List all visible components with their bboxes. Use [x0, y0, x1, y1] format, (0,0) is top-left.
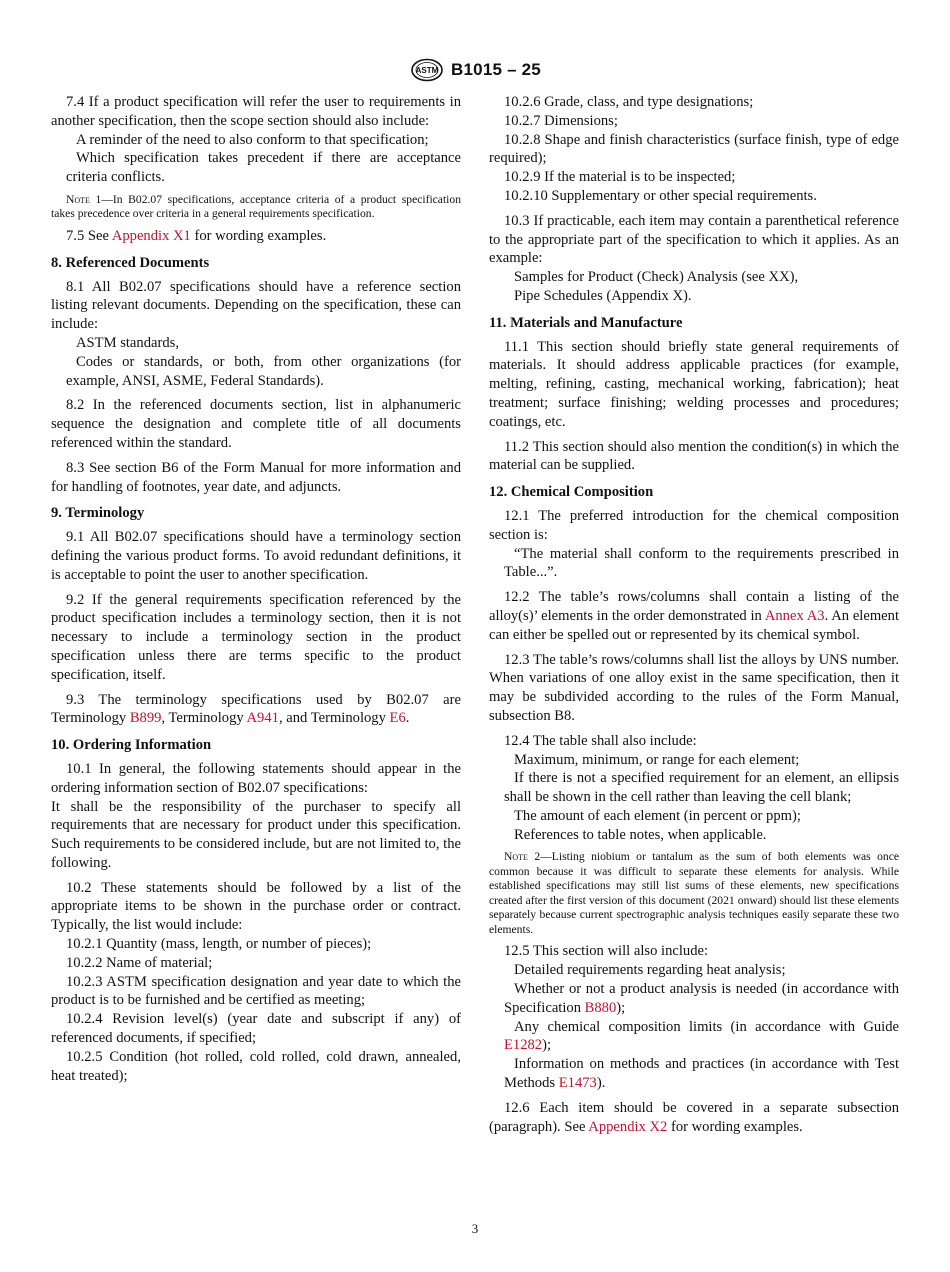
paragraph-10-2-1: 10.2.1 Quantity (mass, length, or number of pieces);: [66, 936, 372, 953]
list-item: “The material shall conform to the requirements prescribed in Table...”.: [504, 545, 899, 581]
e1282-link[interactable]: E1282: [504, 1037, 543, 1054]
paragraph-10-2-7: 10.2.7 Dimensions;: [504, 112, 618, 129]
list-item: Codes or standards, or both, from other organizations (for example, ANSI, ASME, Federal Standards).: [66, 353, 461, 389]
section-heading-8: 8. Referenced Documents: [51, 254, 210, 271]
paragraph-9-3: 9.3 The terminology specifications used by B02.07 are Terminology B899, Terminology A941, and Terminology E6.: [51, 691, 461, 727]
list-item: Whether or not a product analysis is needed (in accordance with Specification B880);: [504, 981, 899, 1016]
paragraph-7-5: 7.5 See Appendix X1 for wording examples.: [66, 227, 327, 244]
list-item: Maximum, minimum, or range for each element;: [514, 751, 800, 768]
list-item: ASTM standards,: [76, 334, 179, 351]
appendix-x1-link[interactable]: Appendix X1: [111, 227, 191, 244]
paragraph-10-2-3: 10.2.3 ASTM specification designation and year date to which the product is to be furnished and be certified as meeting;: [51, 973, 461, 1009]
paragraph-12-3: 12.3 The table’s rows/columns shall list the alloys by UNS number. When variations of one alloy exist in the same specification, then it may be subdivided according to the rules of the Form Manual, subsection B8.: [489, 651, 899, 724]
svg-text:ASTM: ASTM: [415, 66, 439, 75]
astm-logo-icon: [409, 58, 445, 82]
section-heading-9: 9. Terminology: [51, 505, 145, 522]
paragraph-10-2-8: 10.2.8 Shape and finish characteristics (surface finish, type of edge required);: [489, 131, 899, 167]
b899-link[interactable]: B899: [129, 710, 162, 727]
paragraph-11-1: 11.1 This section should briefly state general requirements of materials. It should address applicable practices (for example, melting, refining, casting, mechanical working, fabrication); heat treatment; surface finishing; welding processes and procedures; coatings, etc.: [489, 338, 899, 430]
list-item: Information on methods and practices (in accordance with Test Methods E1473).: [504, 1056, 899, 1092]
list-item: Detailed requirements regarding heat analysis;: [514, 962, 786, 979]
paragraph-10-2-6: 10.2.6 Grade, class, and type designations;: [504, 94, 754, 110]
page-number: 3: [471, 1221, 479, 1236]
paragraph-10-2-4: 10.2.4 Revision level(s) (year date and subscript if any) of referenced documents, if specified;: [51, 1011, 461, 1047]
list-item: Pipe Schedules (Appendix X).: [514, 287, 692, 304]
paragraph-10-2-10: 10.2.10 Supplementary or other special requirements.: [504, 187, 817, 204]
paragraph-12-6: 12.6 Each item should be covered in a separate subsection (paragraph). See Appendix X2 for wording examples.: [489, 1099, 899, 1135]
list-item: The amount of each element (in percent or ppm);: [514, 807, 801, 824]
paragraph-10-2: 10.2 These statements should be followed by a list of the appropriate items to be shown in the purchase order or contract. Typically, the list would include:: [51, 879, 461, 934]
paragraph-10-2-2: 10.2.2 Name of material;: [66, 954, 213, 971]
right-column: [489, 93, 899, 1136]
a941-link[interactable]: A941: [246, 710, 279, 727]
section-heading-11: 11. Materials and Manufacture: [489, 314, 683, 331]
annex-a3-link[interactable]: Annex A3: [764, 607, 825, 624]
left-column: [51, 93, 461, 1085]
page-header: [0, 58, 950, 82]
appendix-x2-link[interactable]: Appendix X2: [588, 1118, 668, 1135]
paragraph-12-4: 12.4 The table shall also include:: [504, 732, 697, 749]
paragraph-7-4: 7.4 If a product specification will refer the user to requirements in another specification, then the scope section should also include:: [51, 94, 461, 129]
document-designation: B1015 – 25: [451, 60, 541, 79]
e1473-link[interactable]: E1473: [558, 1075, 597, 1092]
e6-link[interactable]: E6: [389, 710, 406, 727]
paragraph-11-2: 11.2 This section should also mention the condition(s) in which the material can be supplied.: [489, 438, 899, 474]
list-item: Samples for Product (Check) Analysis (see XX),: [514, 269, 799, 286]
b880-link[interactable]: B880: [584, 999, 617, 1016]
list-item: Which specification takes precedent if there are acceptance criteria conflicts.: [66, 150, 461, 186]
note-1: Note 1—In B02.07 specifications, acceptance criteria of a product specification takes precedence over criteria in a general requirements specification.: [51, 192, 461, 221]
paragraph-9-2: 9.2 If the general requirements specification referenced by the product specification includes a terminology section, then it is not necessary to include a terminology section in the product specification unless there are terms specific to the product specification, itself.: [51, 591, 461, 683]
list-item: A reminder of the need to also conform to that specification;: [76, 131, 429, 148]
paragraph-8-1: 8.1 All B02.07 specifications should have a reference section listing relevant documents. Depending on the specification, these can include:: [51, 278, 461, 333]
paragraph-8-2: 8.2 In the referenced documents section, list in alphanumeric sequence the designation and complete title of all documents referenced within the standard.: [51, 397, 461, 451]
paragraph-10-2-9: 10.2.9 If the material is to be inspected;: [504, 169, 736, 186]
paragraph-12-2: 12.2 The table’s rows/columns shall contain a listing of the alloy(s)’ elements in the order demonstrated in Annex A3. An element can either be spelled out or represented by its chemical symbol.: [489, 589, 900, 643]
paragraph-10-1: 10.1 In general, the following statements should appear in the ordering information section of B02.07 specifications:: [51, 760, 461, 796]
list-item: References to table notes, when applicable.: [514, 826, 767, 843]
list-item: If there is not a specified requirement for an element, an ellipsis shall be shown in the cell rather than leaving the cell blank;: [504, 770, 899, 806]
paragraph-12-1: 12.1 The preferred introduction for the chemical composition section is:: [489, 507, 899, 543]
list-item: Any chemical composition limits (in accordance with Guide E1282);: [504, 1018, 899, 1054]
section-heading-12: 12. Chemical Composition: [489, 484, 654, 501]
paragraph-12-5: 12.5 This section will also include:: [504, 943, 709, 960]
paragraph-10-1-statement: It shall be the responsibility of the purchaser to specify all requirements that are necessary for product under this specification. Such requirements to be considered include, but are not limited to, the following.: [51, 798, 461, 871]
section-heading-10: 10. Ordering Information: [51, 737, 212, 754]
paragraph-10-2-5: 10.2.5 Condition (hot rolled, cold rolled, cold drawn, annealed, heat treated);: [51, 1048, 461, 1084]
paragraph-9-1: 9.1 All B02.07 specifications should have a terminology section defining the various product forms. To avoid redundant definitions, it is acceptable to point the user to another specification.: [51, 529, 461, 583]
paragraph-10-3: 10.3 If practicable, each item may contain a parenthetical reference to the appropriate part of the specification to which it applies. As an example:: [489, 212, 899, 267]
note-2: Note 2—Listing niobium or tantalum as the sum of both elements was once common because it was difficult to separate these elements for analysis. While established specifications may still list sums of these elements, new specifications created after the first version of this document (2021 onward) should list these elements separately because current spectrographic analysis techniques easily separate these two elements.: [489, 850, 899, 936]
paragraph-8-3: 8.3 See section B6 of the Form Manual for more information and for handling of footnotes, year date, and adjuncts.: [51, 459, 461, 495]
